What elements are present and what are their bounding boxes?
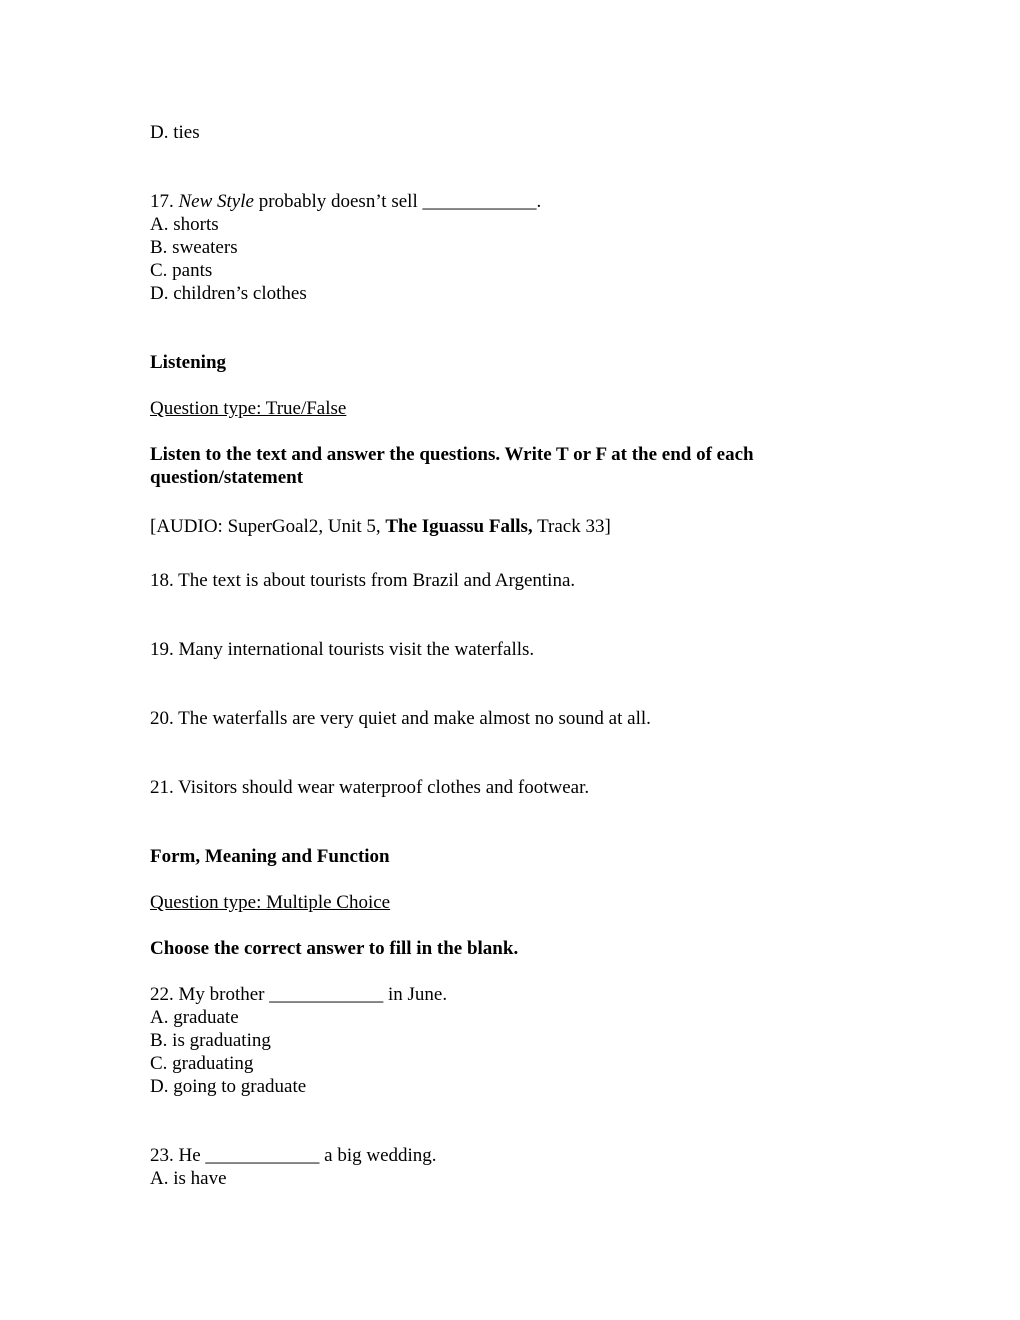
- q17-number: 17.: [150, 191, 174, 212]
- q17-option-c: C. pants: [150, 260, 213, 281]
- fmf-instruction: Choose the correct answer to fill in the blank.: [150, 938, 519, 959]
- q22-option-d: D. going to graduate: [150, 1076, 307, 1097]
- question-20: 20. The waterfalls are very quiet and make almost no sound at all.: [150, 708, 651, 729]
- q17-option-d: D. children’s clothes: [150, 283, 307, 304]
- audio-prefix: [AUDIO: SuperGoal2, Unit 5,: [150, 516, 381, 537]
- audio-title: The Iguassu Falls,: [385, 516, 533, 537]
- q22-option-b: B. is graduating: [150, 1030, 271, 1051]
- question-19: 19. Many international tourists visit the waterfalls.: [150, 639, 535, 660]
- q17-stem: [150, 190, 541, 213]
- q17-brand: New Style: [178, 191, 254, 212]
- q23-option-a: A. is have: [150, 1168, 227, 1189]
- q17-option-b: B. sweaters: [150, 237, 238, 258]
- audio-suffix: Track 33]: [537, 516, 611, 537]
- q22-stem: 22. My brother ____________ in June.: [150, 984, 448, 1005]
- q22-option-c: C. graduating: [150, 1053, 254, 1074]
- q17-stem-rest: probably doesn’t sell ____________.: [258, 191, 542, 212]
- q17-option-a: A. shorts: [150, 214, 219, 235]
- listening-instruction: Listen to the text and answer the questions. Write T or F at the end of each question/statement: [150, 444, 754, 488]
- q22-option-a: A. graduate: [150, 1007, 239, 1028]
- listening-heading: Listening: [150, 352, 227, 373]
- listening-question-type: Question type: True/False: [150, 398, 347, 419]
- question-21: 21. Visitors should wear waterproof clothes and footwear.: [150, 777, 590, 798]
- listening-audio-reference: [150, 515, 611, 538]
- fmf-heading: Form, Meaning and Function: [150, 846, 390, 867]
- q16-option-d: D. ties: [150, 122, 200, 143]
- fmf-question-type: Question type: Multiple Choice: [150, 892, 391, 913]
- q23-stem: 23. He ____________ a big wedding.: [150, 1145, 437, 1166]
- question-18: 18. The text is about tourists from Brazil and Argentina.: [150, 570, 576, 591]
